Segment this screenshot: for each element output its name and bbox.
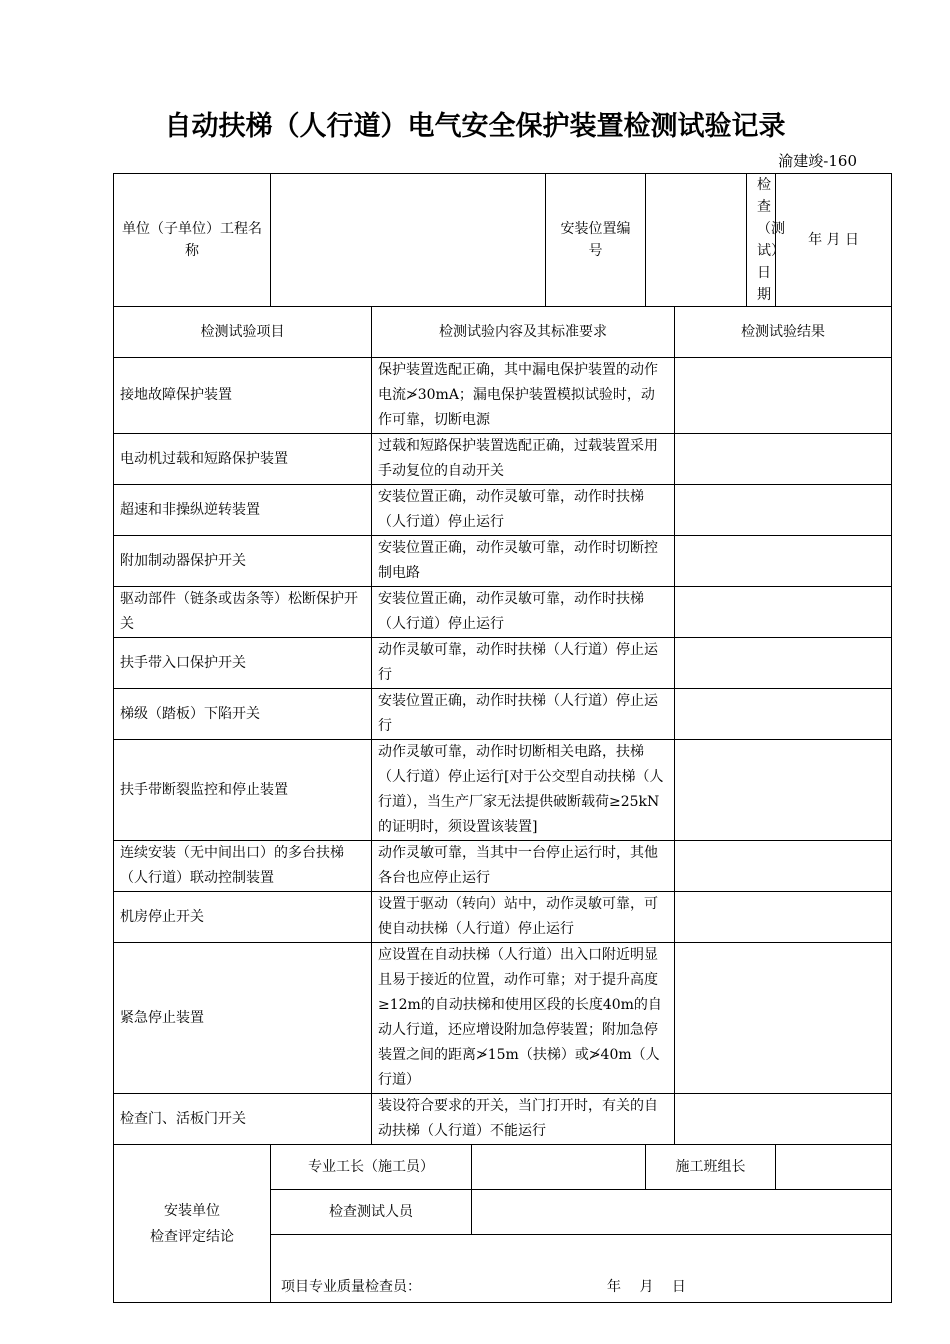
row-result-field[interactable] (675, 434, 892, 485)
row-result-field[interactable] (675, 841, 892, 892)
install-position-field[interactable] (646, 174, 747, 307)
row-item: 检查门、活板门开关 (114, 1094, 372, 1145)
foreman-field[interactable] (472, 1145, 646, 1190)
team-leader-label: 施工班组长 (646, 1145, 776, 1190)
inspection-date-label: 检查（测试）日期 (747, 174, 776, 307)
col-header-content: 检测试验内容及其标准要求 (372, 307, 675, 358)
row-item: 扶手带断裂监控和停止装置 (114, 740, 372, 841)
row-content: 设置于驱动（转向）站中，动作灵敏可靠，可使自动扶梯（人行道）停止运行 (372, 892, 675, 943)
foreman-label: 专业工长（施工员） (271, 1145, 472, 1190)
row-content: 动作灵敏可靠，动作时扶梯（人行道）停止运行 (372, 638, 675, 689)
row-result-field[interactable] (675, 358, 892, 434)
table-row (114, 485, 892, 536)
row-result-field[interactable] (675, 536, 892, 587)
col-header-item: 检测试验项目 (114, 307, 372, 358)
row-content: 动作灵敏可靠，当其中一台停止运行时，其他各台也应停止运行 (372, 841, 675, 892)
signature-row-foreman (114, 1145, 892, 1190)
quality-inspector-date: 年 月 日 (607, 1279, 686, 1295)
row-result-field[interactable] (675, 485, 892, 536)
table-row (114, 587, 892, 638)
row-item: 驱动部件（链条或齿条等）松断保护开关 (114, 587, 372, 638)
row-item: 紧急停止装置 (114, 943, 372, 1094)
row-result-field[interactable] (675, 689, 892, 740)
inspection-record-table (113, 173, 892, 1303)
table-row (114, 892, 892, 943)
row-item: 梯级（踏板）下陷开关 (114, 689, 372, 740)
row-content: 保护装置选配正确，其中漏电保护装置的动作电流≯30mA；漏电保护装置模拟试验时，动作可靠，切断电源 (372, 358, 675, 434)
row-item: 超速和非操纵逆转装置 (114, 485, 372, 536)
row-content: 安装位置正确，动作灵敏可靠，动作时切断控制电路 (372, 536, 675, 587)
table-row (114, 638, 892, 689)
column-header-row (114, 307, 892, 358)
table-row (114, 1094, 892, 1145)
row-item: 电动机过载和短路保护装置 (114, 434, 372, 485)
row-item: 扶手带入口保护开关 (114, 638, 372, 689)
row-content: 应设置在自动扶梯（人行道）出入口附近明显且易于接近的位置，动作可靠；对于提升高度≥12m的自动扶梯和使用区段的长度40m的自动人行道，还应增设附加急停装置；附加急停装置之间的距离≯15m（扶梯）或≯40m（人行道） (372, 943, 675, 1094)
unit-name-field[interactable] (271, 174, 546, 307)
row-item: 接地故障保护装置 (114, 358, 372, 434)
row-result-field[interactable] (675, 587, 892, 638)
inspection-date-field[interactable]: 年 月 日 (776, 174, 892, 307)
row-item: 机房停止开关 (114, 892, 372, 943)
row-result-field[interactable] (675, 943, 892, 1094)
row-content: 动作灵敏可靠，动作时切断相关电路，扶梯（人行道）停止运行[对于公交型自动扶梯（人行道），当生产厂家无法提供破断载荷≥25kN的证明时，须设置该装置] (372, 740, 675, 841)
row-result-field[interactable] (675, 638, 892, 689)
row-content: 安装位置正确，动作时扶梯（人行道）停止运行 (372, 689, 675, 740)
conclusion-label (114, 1145, 271, 1303)
row-item: 附加制动器保护开关 (114, 536, 372, 587)
install-position-label: 安装位置编号 (546, 174, 646, 307)
table-row (114, 841, 892, 892)
form-code: 渝建竣-160 (778, 152, 857, 170)
quality-inspector-cell[interactable] (271, 1235, 892, 1303)
inspector-field[interactable] (472, 1190, 892, 1235)
row-content: 过载和短路保护装置选配正确，过载装置采用手动复位的自动开关 (372, 434, 675, 485)
col-header-result: 检测试验结果 (675, 307, 892, 358)
row-item: 连续安装（无中间出口）的多台扶梯（人行道）联动控制装置 (114, 841, 372, 892)
row-result-field[interactable] (675, 740, 892, 841)
table-row (114, 358, 892, 434)
row-content: 安装位置正确，动作灵敏可靠，动作时扶梯（人行道）停止运行 (372, 485, 675, 536)
row-content: 装设符合要求的开关，当门打开时，有关的自动扶梯（人行道）不能运行 (372, 1094, 675, 1145)
conclusion-label-line2: 检查评定结论 (150, 1228, 234, 1245)
table-row (114, 689, 892, 740)
table-row (114, 434, 892, 485)
table-row (114, 943, 892, 1094)
unit-name-label: 单位（子单位）工程名称 (114, 174, 271, 307)
table-row (114, 740, 892, 841)
team-leader-field[interactable] (776, 1145, 892, 1190)
inspector-label: 检查测试人员 (271, 1190, 472, 1235)
conclusion-label-line1: 安装单位 (164, 1202, 220, 1219)
table-row (114, 536, 892, 587)
row-result-field[interactable] (675, 892, 892, 943)
quality-inspector-label: 项目专业质量检查员： (281, 1279, 421, 1295)
row-result-field[interactable] (675, 1094, 892, 1145)
page-title: 自动扶梯（人行道）电气安全保护装置检测试验记录 (164, 111, 786, 142)
row-content: 安装位置正确，动作灵敏可靠，动作时扶梯（人行道）停止运行 (372, 587, 675, 638)
